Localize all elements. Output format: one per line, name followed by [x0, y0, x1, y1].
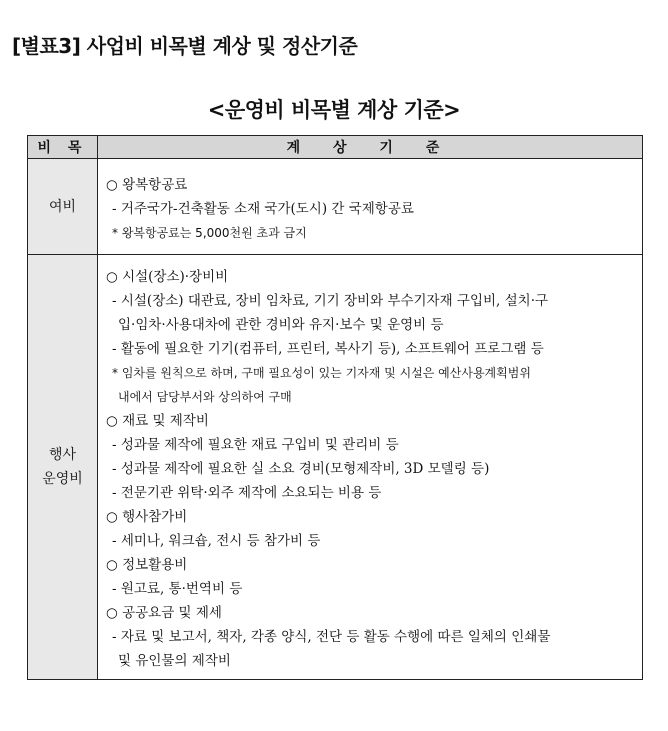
category-cell: [28, 255, 98, 680]
cost-criteria-table: [27, 135, 643, 680]
criteria-detail: - 성과물 제작에 필요한 실 소요 경비(모형제작비, 3D 모델링 등): [112, 461, 490, 477]
criteria-detail: - 시설(장소) 대관료, 장비 임차료, 기기 장비와 부수기자재 구입비, 설치·구: [112, 293, 549, 309]
criteria-detail: - 원고료, 통·번역비 등: [112, 581, 243, 597]
criteria-detail: - 활동에 필요한 기기(컴퓨터, 프린터, 복사기 등), 소프트웨어 프로그램 등: [112, 341, 544, 357]
criteria-item: ○ 정보활용비: [106, 557, 188, 573]
criteria-item: ○ 행사참가비: [106, 509, 188, 525]
criteria-item: ○ 왕복항공료: [106, 177, 188, 193]
category-label: 여비: [48, 198, 77, 215]
criteria-item: ○ 공공요금 및 제세: [106, 605, 222, 621]
criteria-note: * 임차를 원칙으로 하며, 구매 필요성이 있는 기자재 및 시설은 예산사용계획범위: [112, 366, 531, 380]
criteria-detail: - 거주국가-건축활동 소재 국가(도시) 간 국제항공료: [112, 201, 414, 217]
criteria-cell: [98, 159, 643, 255]
header-criteria: 계 상 기 준: [98, 136, 643, 159]
criteria-detail: - 세미나, 워크숍, 전시 등 참가비 등: [112, 533, 321, 549]
category-cell: [28, 159, 98, 255]
criteria-item: ○ 재료 및 제작비: [106, 413, 209, 429]
criteria-note: 내에서 담당부서와 상의하여 구매: [118, 390, 292, 404]
criteria-detail: - 자료 및 보고서, 책자, 각종 양식, 전단 등 활동 수행에 따른 일체의 인쇄물: [112, 629, 551, 645]
criteria-detail: 및 유인물의 제작비: [118, 653, 231, 669]
header-category: 비 목: [28, 136, 98, 159]
table-title: <운영비 비목별 계상 기준>: [207, 98, 461, 122]
criteria-detail: - 성과물 제작에 필요한 재료 구입비 및 관리비 등: [112, 437, 399, 453]
row-event-operation: [28, 255, 643, 680]
document-header: [별표3] 사업비 비목별 계상 및 정산기준: [12, 34, 358, 58]
row-travel: [28, 159, 643, 255]
category-label: 행사: [48, 447, 77, 463]
criteria-detail: 입·임차·사용대차에 관한 경비와 유지·보수 및 운영비 등: [118, 317, 444, 333]
table-header-row: [28, 136, 643, 159]
criteria-note: * 왕복항공료는 5,000천원 초과 금지: [112, 226, 307, 240]
criteria-item: ○ 시설(장소)·장비비: [106, 269, 229, 285]
criteria-detail: - 전문기관 위탁·외주 제작에 소요되는 비용 등: [112, 485, 382, 501]
criteria-cell: [98, 255, 643, 680]
category-label: 운영비: [42, 471, 83, 487]
